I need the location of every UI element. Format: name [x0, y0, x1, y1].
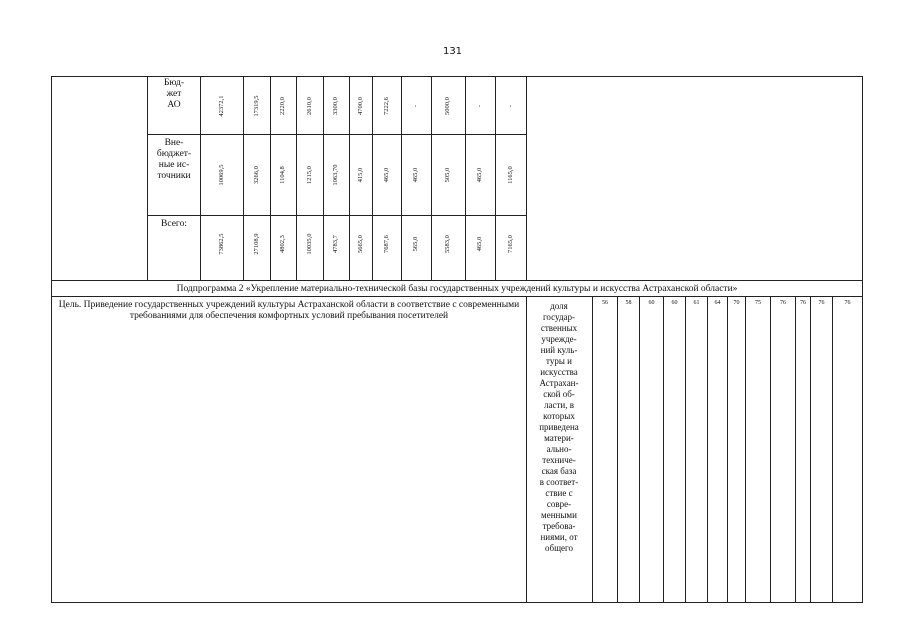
label-line: ные ис-	[158, 160, 190, 170]
label-line: Вне-	[164, 138, 184, 148]
value-col-sep-6	[727, 296, 728, 603]
indicator-line: техниче-	[542, 455, 576, 465]
indicator-line: ственных	[540, 323, 578, 333]
value-cell: 1215,0	[306, 166, 313, 184]
indicator-value: 60	[648, 300, 655, 306]
value-cell: -	[412, 104, 419, 108]
col-separator-label-right	[200, 76, 201, 281]
value-cell: 10035,0	[306, 233, 313, 255]
value-col-sep-2	[639, 296, 640, 603]
indicator-description	[527, 301, 591, 554]
value-cell: 10069,5	[218, 164, 225, 186]
indicator-line: ствие с	[545, 488, 573, 498]
label-line: Всего:	[161, 219, 187, 229]
indicator-line: которых	[543, 411, 575, 421]
row-separator-1	[147, 134, 526, 135]
indicator-line: в соответ-	[539, 477, 579, 487]
indicator-value: 76	[844, 300, 851, 306]
value-cell: 465,0	[383, 167, 390, 183]
col-separator-1	[243, 76, 244, 281]
indicator-line: ально-	[546, 444, 572, 454]
indicator-value: 70	[733, 300, 740, 306]
value-cell: 465,0	[476, 236, 483, 252]
indicator-value: 76	[780, 300, 786, 306]
value-cell: 27108,9	[253, 233, 260, 255]
indicator-value: 76	[800, 300, 806, 306]
label-line: жет	[166, 89, 182, 99]
col-separator-5	[349, 76, 350, 281]
indicator-value: 64	[714, 300, 721, 306]
indicator-line: ская база	[541, 466, 577, 476]
col-separator-9	[465, 76, 466, 281]
page-number: 131	[442, 46, 463, 57]
subprogram-title: Подпрограмма 2 «Укрепление материально-технической базы государственных учреждений культуры и искусства Астраханской области»	[176, 284, 738, 294]
col-separator-8	[431, 76, 432, 281]
value-cell: 7687,6	[383, 235, 390, 253]
table-bottom-border	[51, 602, 863, 603]
indicator-value: 75	[755, 300, 761, 306]
row-separator-4	[51, 296, 863, 297]
indicator-values-separator	[592, 296, 593, 603]
funding-row-label-total	[150, 219, 198, 230]
value-col-sep-4	[685, 296, 686, 603]
indicator-line: ласти, в	[544, 400, 574, 410]
row-separator-3	[51, 280, 863, 281]
value-cell: -	[507, 104, 514, 108]
goal-text: Цель. Приведение государственных учреждений культуры Астраханской области в соответствие с современными требованиями для обеспечения комфортных условий пребывания посетителей	[58, 300, 520, 321]
label-line: точники	[157, 171, 191, 181]
indicator-value: 58	[625, 300, 632, 306]
indicator-line: совре-	[546, 499, 572, 509]
col-separator-2	[270, 76, 271, 281]
value-cell: 7165,0	[507, 235, 514, 253]
value-cell: 4700,0	[357, 97, 364, 115]
value-col-sep-8	[770, 296, 771, 603]
col-separator-11	[526, 76, 527, 281]
value-col-sep-10	[810, 296, 811, 603]
value-cell: 5000,0	[444, 97, 451, 115]
value-cell: 42372,1	[218, 95, 225, 117]
indicator-line: общего	[545, 543, 573, 553]
indicator-value: 76	[818, 300, 825, 306]
value-cell: 7222,6	[383, 97, 390, 115]
value-cell: 465,0	[412, 167, 419, 183]
value-col-sep-5	[707, 296, 708, 603]
col-separator-label-left	[147, 76, 148, 281]
value-cell: -	[476, 104, 483, 108]
funding-row-label-budget	[150, 78, 198, 111]
indicator-line: Астрахан-	[539, 378, 579, 388]
indicator-line: учрежде-	[541, 334, 577, 344]
value-cell: 465,0	[476, 167, 483, 183]
value-col-sep-1	[617, 296, 618, 603]
value-cell: 17319,5	[253, 95, 260, 117]
col-separator-4	[323, 76, 324, 281]
label-line: АО	[167, 100, 181, 110]
indicator-line: ской об-	[543, 389, 575, 399]
label-line: бюджет-	[156, 149, 192, 159]
label-line: Бюд-	[163, 78, 185, 88]
value-col-sep-3	[663, 296, 664, 603]
table-top-border	[51, 76, 863, 77]
value-cell: 3266,0	[253, 166, 260, 184]
row-separator-2	[147, 215, 526, 216]
indicator-value: 60	[671, 300, 678, 306]
value-cell: 4802,3	[279, 235, 286, 253]
indicator-line: туры и	[546, 356, 572, 366]
indicator-line: государ-	[542, 312, 576, 322]
value-cell: 5665,0	[357, 235, 364, 253]
value-cell: 5583,0	[444, 235, 451, 253]
value-col-sep-7	[745, 296, 746, 603]
indicator-line: доля	[550, 301, 568, 311]
value-cell: 73862,5	[218, 233, 225, 255]
table-right-border	[862, 76, 863, 603]
indicator-line: требова-	[542, 521, 576, 531]
indicator-line: ний куль-	[540, 345, 578, 355]
indicator-line: ниями, от	[540, 532, 578, 542]
indicator-value: 56	[602, 300, 608, 306]
value-cell: 415,0	[357, 167, 364, 183]
value-cell: 2220,0	[279, 97, 286, 115]
col-separator-10	[495, 76, 496, 281]
indicator-value: 61	[693, 300, 700, 306]
value-cell: 3300,0	[332, 97, 339, 115]
indicator-line: матери-	[544, 433, 574, 443]
value-cell: 1165,0	[507, 166, 514, 184]
col-separator-6	[372, 76, 373, 281]
table-left-border	[51, 76, 52, 603]
value-cell: 1104,8	[279, 166, 286, 184]
indicator-line: менными	[541, 510, 577, 520]
funding-row-label-extrabudget	[150, 138, 198, 182]
value-cell: 505,0	[444, 167, 451, 183]
indicator-line: приведена	[539, 422, 579, 432]
value-cell: 2610,0	[306, 97, 313, 115]
indicator-line: искусства	[540, 367, 578, 377]
value-cell: 565,0	[412, 236, 419, 252]
value-col-sep-11	[832, 296, 833, 603]
col-separator-7	[401, 76, 402, 281]
value-cell: 4783,7	[332, 235, 339, 253]
value-cell: 1063,70	[332, 164, 339, 186]
value-col-sep-9	[795, 296, 796, 603]
col-separator-3	[296, 76, 297, 281]
